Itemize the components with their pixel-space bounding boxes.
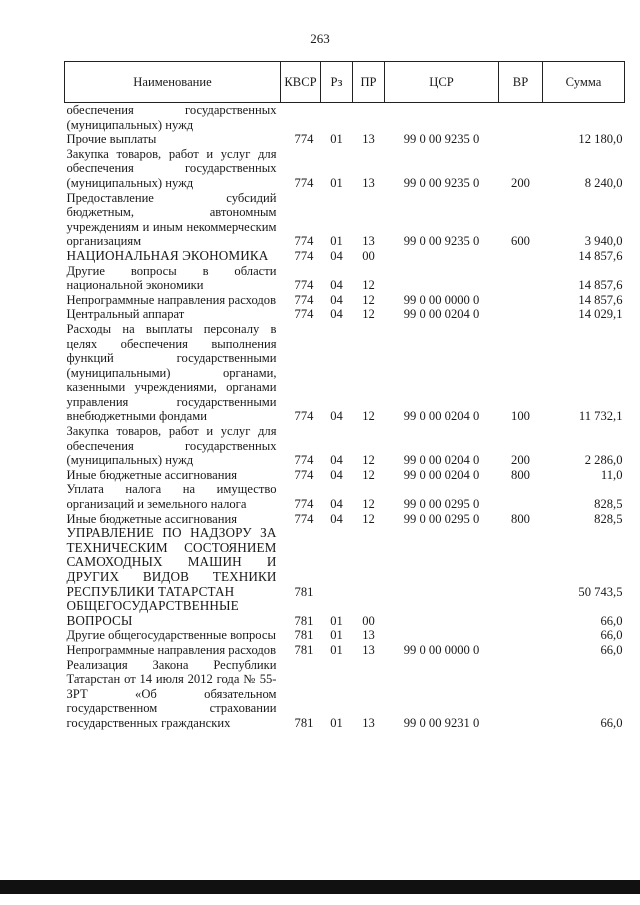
cell-name: Уплата налога на имущество организаций и земельного налога — [66, 482, 277, 512]
cell-csr: 99 0 00 0295 0 — [403, 497, 480, 512]
budget-sheet — [64, 61, 624, 731]
cell-pr: 00 — [362, 248, 375, 263]
cell-kvsr: 774 — [294, 511, 314, 526]
cell-pr: 12 — [362, 453, 375, 468]
cell-name: Закупка товаров, работ и услуг для обеспечения государственных (муниципальных) нужд — [66, 424, 277, 468]
cell-name: Другие общегосударственные вопросы — [66, 628, 276, 643]
cell-kvsr: 781 — [294, 628, 314, 643]
page-number: 263 — [310, 31, 330, 46]
table-row — [65, 264, 625, 293]
cell-vr — [499, 526, 543, 599]
cell-vr — [499, 307, 543, 322]
cell-pr: 13 — [362, 175, 375, 190]
cell-vr — [499, 643, 543, 658]
cell-rz: 04 — [330, 307, 343, 322]
table-row — [65, 307, 625, 322]
table-row — [65, 526, 625, 599]
cell-sum: 14 857,6 — [578, 292, 623, 307]
cell-kvsr: 774 — [294, 175, 314, 190]
cell-sum: 828,5 — [594, 511, 623, 526]
cell-vr — [499, 264, 543, 293]
header-name: Наименование — [65, 62, 281, 103]
cell-name: ОБЩЕГОСУДАРСТВЕННЫЕ ВОПРОСЫ — [66, 598, 239, 628]
table-row — [65, 628, 625, 643]
cell-vr — [499, 482, 543, 511]
table-row — [65, 191, 625, 249]
cell-pr: 12 — [362, 497, 375, 512]
cell-sum: 11,0 — [600, 467, 623, 482]
cell-rz: 04 — [330, 453, 343, 468]
cell-rz: 01 — [330, 613, 343, 628]
cell-csr: 99 0 00 0204 0 — [403, 307, 480, 322]
header-sum: Сумма — [543, 62, 625, 103]
cell-kvsr: 774 — [294, 453, 314, 468]
cell-sum — [543, 103, 625, 133]
cell-rz: 01 — [330, 642, 343, 657]
cell-vr: 600 — [511, 234, 530, 249]
cell-name: Центральный аппарат — [66, 307, 185, 322]
cell-vr — [499, 628, 543, 643]
cell-sum: 14 857,6 — [578, 248, 623, 263]
cell-name: Непрограммные направления расходов — [66, 642, 277, 657]
cell-kvsr: 774 — [294, 234, 314, 249]
header-csr: ЦСР — [385, 62, 499, 103]
table-row — [65, 599, 625, 628]
cell-rz — [321, 103, 353, 133]
cell-sum: 8 240,0 — [584, 175, 623, 190]
cell-csr: 99 0 00 0000 0 — [403, 642, 480, 657]
cell-name: Непрограммные направления расходов — [66, 292, 277, 307]
table-row — [65, 322, 625, 424]
cell-vr: 800 — [511, 467, 530, 482]
cell-rz: 04 — [330, 278, 343, 293]
cell-kvsr: 781 — [294, 613, 314, 628]
header-rz: Рз — [321, 62, 353, 103]
cell-name: УПРАВЛЕНИЕ ПО НАДЗОРУ ЗА ТЕХНИЧЕСКИМ СОСТОЯНИЕМ САМОХОДНЫХ МАШИН И ДРУГИХ ВИДОВ ТЕХНИКИ РЕСПУБЛИКИ ТАТАРСТАН — [66, 525, 277, 599]
cell-pr: 13 — [362, 715, 375, 730]
table-header — [65, 62, 625, 103]
cell-vr: 200 — [511, 175, 530, 190]
cell-csr — [385, 599, 499, 628]
cell-rz: 04 — [330, 292, 343, 307]
cell-vr: 800 — [511, 511, 530, 526]
cell-sum: 14 857,6 — [578, 278, 623, 293]
cell-sum: 14 029,1 — [578, 307, 623, 322]
table-row — [65, 103, 625, 133]
cell-csr — [385, 103, 499, 133]
table-row — [65, 132, 625, 147]
cell-vr — [499, 293, 543, 308]
cell-pr: 13 — [362, 132, 375, 147]
cell-name: Иные бюджетные ассигнования — [66, 511, 238, 526]
cell-kvsr: 774 — [294, 467, 314, 482]
header-row — [65, 62, 625, 103]
table-row — [65, 147, 625, 191]
scan-edge-bar — [0, 880, 640, 894]
cell-name: Иные бюджетные ассигнования — [66, 467, 238, 482]
cell-kvsr: 774 — [294, 132, 314, 147]
table-row — [65, 643, 625, 658]
cell-vr — [499, 103, 543, 133]
table-row — [65, 249, 625, 264]
cell-vr — [499, 249, 543, 264]
cell-pr: 12 — [362, 511, 375, 526]
cell-vr — [499, 132, 543, 147]
cell-name: Другие вопросы в области национальной экономики — [66, 263, 277, 293]
table-row — [65, 468, 625, 483]
cell-sum: 11 732,1 — [578, 409, 623, 424]
table-row — [65, 424, 625, 468]
cell-csr: 99 0 00 0204 0 — [403, 467, 480, 482]
cell-vr: 100 — [511, 409, 530, 424]
cell-rz — [321, 526, 353, 599]
cell-name: Прочие выплаты — [66, 132, 157, 147]
cell-csr — [385, 264, 499, 293]
cell-csr — [385, 628, 499, 643]
cell-pr — [353, 526, 385, 599]
cell-pr: 12 — [362, 467, 375, 482]
cell-sum: 66,0 — [600, 613, 623, 628]
cell-kvsr: 781 — [294, 715, 314, 730]
header-pr: ПР — [353, 62, 385, 103]
cell-sum: 50 743,5 — [578, 584, 623, 599]
cell-pr: 13 — [362, 628, 375, 643]
cell-pr: 12 — [362, 278, 375, 293]
cell-pr: 12 — [362, 307, 375, 322]
cell-vr — [499, 658, 543, 731]
cell-kvsr: 774 — [294, 292, 314, 307]
cell-kvsr: 774 — [294, 497, 314, 512]
cell-name: НАЦИОНАЛЬНАЯ ЭКОНОМИКА — [66, 247, 269, 263]
cell-sum: 2 286,0 — [584, 453, 623, 468]
cell-rz: 01 — [330, 234, 343, 249]
cell-csr: 99 0 00 0204 0 — [403, 453, 480, 468]
cell-name: Закупка товаров, работ и услуг для обеспечения государственных (муниципальных) нужд — [66, 146, 277, 190]
cell-csr — [385, 526, 499, 599]
cell-name: Расходы на выплаты персоналу в целях обеспечения выполнения функций государственными (муниципальными) органами, казенными учреждениями, органами управления государственными внебюджетными фондами — [66, 321, 277, 424]
cell-pr: 12 — [362, 292, 375, 307]
cell-csr: 99 0 00 0295 0 — [403, 511, 480, 526]
cell-sum: 66,0 — [600, 642, 623, 657]
cell-kvsr: 781 — [294, 642, 314, 657]
header-kvsr: КВСР — [281, 62, 321, 103]
cell-rz: 04 — [330, 467, 343, 482]
cell-rz: 04 — [330, 248, 343, 263]
cell-rz: 01 — [330, 132, 343, 147]
cell-pr: 12 — [362, 409, 375, 424]
cell-kvsr: 774 — [294, 248, 314, 263]
cell-csr: 99 0 00 9235 0 — [403, 132, 480, 147]
cell-kvsr: 774 — [294, 409, 314, 424]
header-vr: ВР — [499, 62, 543, 103]
cell-name: обеспечения государственных (муниципальных) нужд — [66, 103, 277, 132]
cell-pr: 13 — [362, 234, 375, 249]
cell-pr: 00 — [362, 613, 375, 628]
table-row — [65, 482, 625, 511]
cell-sum: 3 940,0 — [584, 234, 623, 249]
table-row — [65, 512, 625, 527]
table-row — [65, 293, 625, 308]
cell-vr — [499, 599, 543, 628]
cell-vr: 200 — [511, 453, 530, 468]
cell-pr — [353, 103, 385, 133]
cell-rz: 04 — [330, 409, 343, 424]
cell-sum: 66,0 — [600, 715, 623, 730]
cell-csr: 99 0 00 9235 0 — [403, 234, 480, 249]
cell-rz: 04 — [330, 497, 343, 512]
cell-kvsr — [281, 103, 321, 133]
cell-rz: 01 — [330, 175, 343, 190]
cell-csr: 99 0 00 0204 0 — [403, 409, 480, 424]
cell-rz: 01 — [330, 628, 343, 643]
cell-csr: 99 0 00 9231 0 — [403, 715, 480, 730]
cell-pr: 13 — [362, 642, 375, 657]
cell-csr — [385, 249, 499, 264]
cell-name: Предоставление субсидий бюджетным, автономным учреждениям и иным некоммерческим организациям — [66, 190, 277, 249]
cell-sum: 12 180,0 — [578, 132, 623, 147]
cell-name: Реализация Закона Республики Татарстан от 14 июля 2012 года № 55-ЗРТ «Об обязательном государственном страховании государственных гражданских — [66, 657, 277, 730]
cell-rz: 01 — [330, 715, 343, 730]
cell-kvsr: 774 — [294, 278, 314, 293]
cell-sum: 828,5 — [594, 497, 623, 512]
cell-kvsr: 774 — [294, 307, 314, 322]
cell-rz: 04 — [330, 511, 343, 526]
budget-table — [64, 61, 625, 731]
cell-sum: 66,0 — [600, 628, 623, 643]
table-body — [65, 103, 625, 731]
cell-kvsr: 781 — [294, 584, 314, 599]
cell-csr: 99 0 00 0000 0 — [403, 292, 480, 307]
table-row — [65, 658, 625, 731]
cell-csr: 99 0 00 9235 0 — [403, 175, 480, 190]
